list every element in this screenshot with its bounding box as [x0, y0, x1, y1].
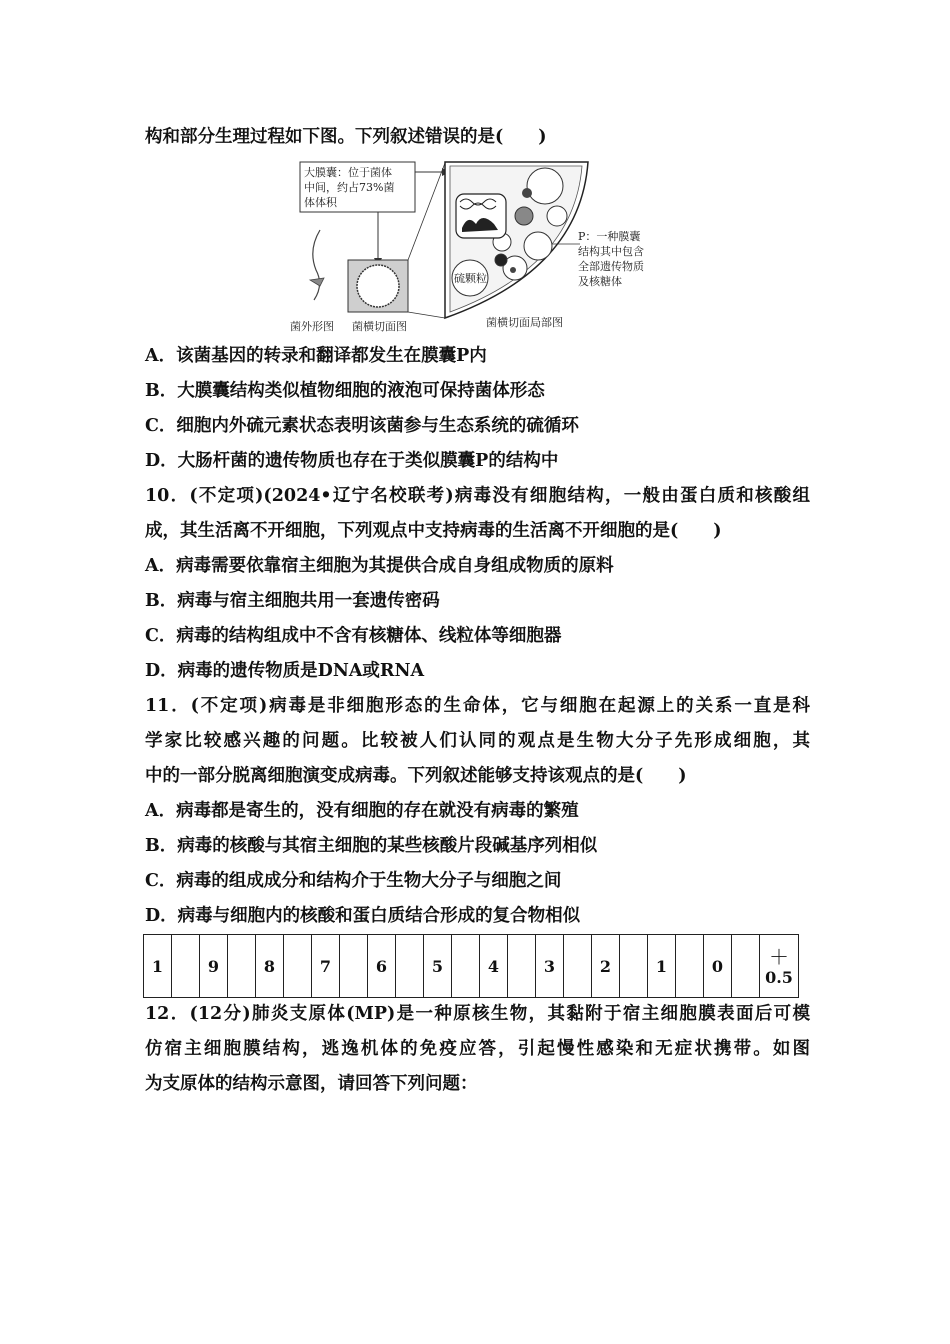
granule-1	[515, 207, 533, 225]
q12-stem-line1: 12．(12分)肺炎支原体(MP)是一种原核生物，其黏附于宿主细胞膜表面后可模	[145, 1004, 810, 1024]
q10-stem-line1: 10．(不定项)(2024•辽宁名校联考)病毒没有细胞结构，一般由蛋白质和核酸组	[145, 486, 810, 506]
score-cell[interactable]: 8	[256, 935, 284, 998]
label-p-3: 全部遗传物质	[578, 260, 644, 273]
label-big-vacuole-2: 中间，约占73%菌	[304, 181, 395, 194]
score-cell[interactable]	[340, 935, 368, 998]
q11-stem-line1: 11．(不定项)病毒是非细胞形态的生命体，它与细胞在起源上的关系一直是科	[145, 696, 810, 716]
plus-value: 0.5	[765, 967, 793, 987]
vacuole-3	[524, 232, 552, 260]
label-p-2: 结构其中包含	[578, 245, 644, 258]
q10-option-c: C．病毒的结构组成中不含有核糖体、线粒体等细胞器	[145, 626, 562, 646]
score-cell[interactable]	[228, 935, 256, 998]
label-sulfur: 硫颗粒	[454, 272, 487, 285]
score-cell[interactable]: 1	[648, 935, 676, 998]
score-cell[interactable]: 7	[312, 935, 340, 998]
score-cell[interactable]: 5	[424, 935, 452, 998]
label-big-vacuole-3: 体体积	[304, 196, 337, 209]
score-cell[interactable]	[508, 935, 536, 998]
plus-sign: ＋	[769, 944, 789, 969]
vacuole-2	[547, 206, 567, 226]
cross-section-circle	[357, 265, 399, 307]
score-cell[interactable]: 3	[536, 935, 564, 998]
bacterium-tip	[310, 278, 324, 286]
q11-option-c: C．病毒的组成成分和结构介于生物大分子与细胞之间	[145, 871, 562, 891]
score-cell[interactable]	[676, 935, 704, 998]
q12-stem-line2: 仿宿主细胞膜结构，逃逸机体的免疫应答，引起慢性感染和无症状携带。如图	[145, 1039, 810, 1059]
q10-option-a: A．病毒需要依靠宿主细胞为其提供合成自身组成物质的原料	[145, 556, 614, 576]
score-cell[interactable]	[284, 935, 312, 998]
granule-3	[522, 188, 532, 198]
score-cell[interactable]	[620, 935, 648, 998]
q10-option-b: B．病毒与宿主细胞共用一套遗传密码	[145, 591, 440, 611]
score-cell[interactable]: 2	[592, 935, 620, 998]
q9-option-b: B．大膜囊结构类似植物细胞的液泡可保持菌体形态	[145, 381, 545, 401]
zoom-line-bottom	[408, 312, 445, 318]
q11-option-b: B．病毒的核酸与其宿主细胞的某些核酸片段碱基序列相似	[145, 836, 598, 856]
caption-outer: 菌外形图	[290, 320, 334, 333]
label-p-1: P：一种膜囊	[578, 230, 641, 243]
score-cell[interactable]	[732, 935, 760, 998]
q11-option-a: A．病毒都是寄生的，没有细胞的存在就没有病毒的繁殖	[145, 801, 579, 821]
caption-partial: 菌横切面局部图	[486, 316, 563, 329]
q12-stem-line3: 为支原体的结构示意图，请回答下列问题：	[145, 1074, 478, 1094]
label-big-vacuole-1: 大膜囊：位于菌体	[304, 166, 392, 179]
label-p-4: 及核糖体	[578, 275, 622, 288]
score-cell[interactable]: 0	[704, 935, 732, 998]
vacuole-1	[527, 168, 563, 204]
score-table	[143, 934, 799, 998]
q9-option-c: C．细胞内外硫元素状态表明该菌参与生态系统的硫循环	[145, 416, 579, 436]
q10-stem-line2: 成，其生活离不开细胞，下列观点中支持病毒的生活离不开细胞的是( )	[145, 521, 722, 541]
q9-option-a: A．该菌基因的转录和翻译都发生在膜囊P内	[145, 346, 487, 366]
q11-option-d: D．病毒与细胞内的核酸和蛋白质结合形成的复合物相似	[145, 906, 581, 926]
q11-stem-line3: 中的一部分脱离细胞演变成病毒。下列叙述能够支持该观点的是( )	[145, 766, 687, 786]
score-row	[144, 935, 799, 998]
score-cell[interactable]	[452, 935, 480, 998]
score-cell[interactable]	[564, 935, 592, 998]
q11-stem-line2: 学家比较感兴趣的问题。比较被人们认同的观点是生物大分子先形成细胞，其	[145, 731, 810, 751]
score-cell[interactable]	[172, 935, 200, 998]
caption-cross: 菌横切面图	[352, 320, 407, 333]
granule-4	[510, 267, 516, 273]
score-cell[interactable]: 1	[144, 935, 172, 998]
bacterium-diagram	[290, 160, 670, 340]
q10-option-d: D．病毒的遗传物质是DNA或RNA	[145, 661, 425, 681]
bacterium-outline	[313, 230, 320, 300]
score-cell[interactable]	[396, 935, 424, 998]
score-cell-plus[interactable]	[760, 935, 799, 998]
score-cell[interactable]: 6	[368, 935, 396, 998]
q9-figure	[290, 160, 670, 340]
score-cell[interactable]: 4	[480, 935, 508, 998]
granule-2	[495, 254, 507, 266]
q9-stem-tail: 构和部分生理过程如下图。下列叙述错误的是( )	[145, 127, 547, 147]
score-cell[interactable]: 9	[200, 935, 228, 998]
q9-option-d: D．大肠杆菌的遗传物质也存在于类似膜囊P的结构中	[145, 451, 559, 471]
